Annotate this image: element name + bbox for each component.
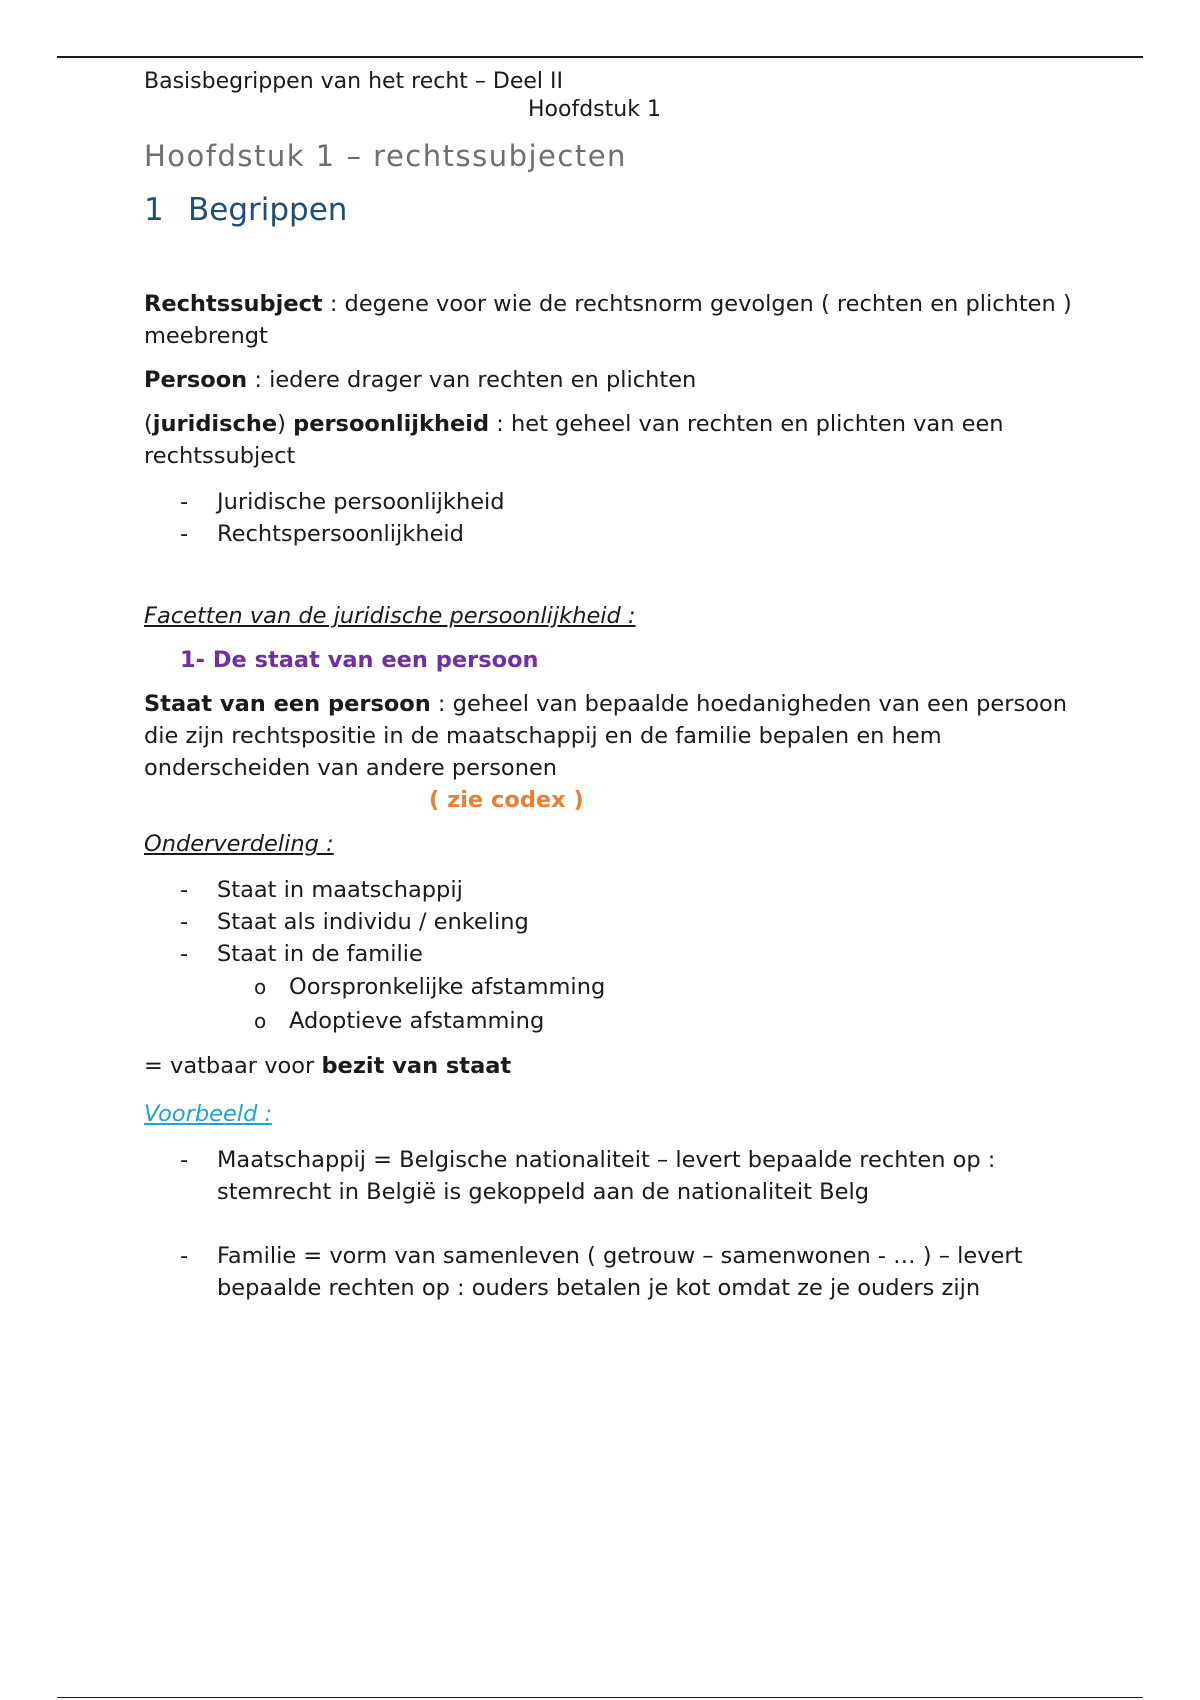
definition-text: : het geheel van rechten en plichten van een rechtssubject	[144, 411, 1004, 469]
bezit-prefix: = vatbaar voor	[144, 1053, 322, 1079]
onderverdeling-list	[144, 874, 1084, 1038]
definition-text: : iedere drager van rechten en plichten	[247, 367, 697, 393]
list-item	[144, 1240, 1084, 1304]
list-item	[144, 938, 1084, 1038]
voorbeeld-link[interactable]: Voorbeeld :	[144, 1101, 273, 1127]
list-item	[144, 874, 1084, 906]
definition-persoonlijkheid	[144, 408, 1084, 472]
circle-bullet: o	[254, 975, 267, 999]
sub-list-item-text: Oorspronkelijke afstamming	[289, 974, 606, 1000]
dash-bullet: -	[180, 877, 189, 903]
definition-text: : geheel van bepaalde hoedanigheden van een persoon die zijn rechtspositie in de maatschappij en de familie bepalen en hem onderscheiden van andere personen	[144, 691, 1068, 781]
dash-bullet: -	[180, 489, 189, 515]
persoonlijkheid-list	[144, 486, 1084, 550]
bezit-term: bezit van staat	[321, 1053, 512, 1079]
term-persoon: Persoon	[144, 367, 248, 393]
list-item-text: Maatschappij = Belgische nationaliteit – levert bepaalde rechten op : stemrecht in België is gekoppeld aan de nationaliteit Belg	[217, 1147, 996, 1205]
list-item-text: Staat in maatschappij	[217, 877, 463, 903]
list-item-text: Staat in de familie	[217, 941, 423, 967]
list-item	[144, 486, 1084, 518]
list-item	[144, 906, 1084, 938]
list-item	[144, 518, 1084, 550]
voorbeeld-list	[144, 1144, 1084, 1304]
dash-bullet: -	[180, 941, 189, 967]
definition-text: : degene voor wie de rechtsnorm gevolgen ( rechten en plichten ) meebrengt	[144, 291, 1072, 349]
sub-list-item-text: Adoptieve afstamming	[289, 1008, 545, 1034]
term-staat: Staat van een persoon	[144, 691, 431, 717]
facet-heading-text: 1- De staat van een persoon	[180, 647, 539, 673]
definition-persoon	[144, 364, 1084, 396]
definition-staat	[144, 688, 1084, 784]
voorbeeld-title	[144, 1098, 1084, 1130]
facets-title-text: Facetten van de juridische persoonlijkheid :	[144, 603, 636, 629]
dash-bullet: -	[180, 521, 189, 547]
list-item-text: Rechtspersoonlijkheid	[217, 521, 464, 547]
onderverdeling-title-text: Onderverdeling :	[144, 831, 334, 857]
facet-heading	[144, 644, 1084, 676]
document-body	[144, 68, 1084, 1304]
familie-sublist	[217, 970, 1084, 1038]
term-rechtssubject: Rechtssubject	[144, 291, 323, 317]
list-item-text: Juridische persoonlijkheid	[217, 489, 505, 515]
running-header-chapter: Hoofdstuk 1	[528, 97, 661, 122]
list-item	[144, 1144, 1084, 1208]
list-item-text: Staat als individu / enkeling	[217, 909, 529, 935]
sub-list-item	[144, 970, 1084, 1004]
section-number: 1	[144, 192, 164, 228]
onderverdeling-title	[144, 828, 1084, 860]
circle-bullet: o	[254, 1009, 267, 1033]
dash-bullet: -	[180, 1147, 189, 1173]
term-persoonlijkheid: persoonlijkheid	[293, 411, 490, 437]
definition-rechtssubject	[144, 288, 1084, 352]
term-juridische: juridische	[152, 411, 278, 437]
dash-bullet: -	[180, 909, 189, 935]
paren-close: )	[277, 411, 286, 437]
codex-note-text: ( zie codex )	[429, 787, 584, 813]
bezit-line	[144, 1050, 1084, 1082]
section-heading	[144, 190, 1084, 230]
codex-note	[144, 784, 1084, 816]
header-rule	[57, 56, 1143, 58]
facets-title	[144, 600, 1084, 632]
dash-bullet: -	[180, 1243, 189, 1269]
running-header-course: Basisbegrippen van het recht – Deel II	[144, 69, 564, 94]
paren-open: (	[144, 411, 153, 437]
chapter-title: Hoofdstuk 1 – rechtssubjecten	[144, 139, 627, 173]
list-item-text: Familie = vorm van samenleven ( getrouw – samenwonen - … ) – levert bepaalde rechten op : ouders betalen je kot omdat ze je ouders zijn	[217, 1243, 1023, 1301]
footer-rule	[57, 1697, 1143, 1698]
sub-list-item	[144, 1004, 1084, 1038]
section-title: Begrippen	[188, 192, 348, 228]
